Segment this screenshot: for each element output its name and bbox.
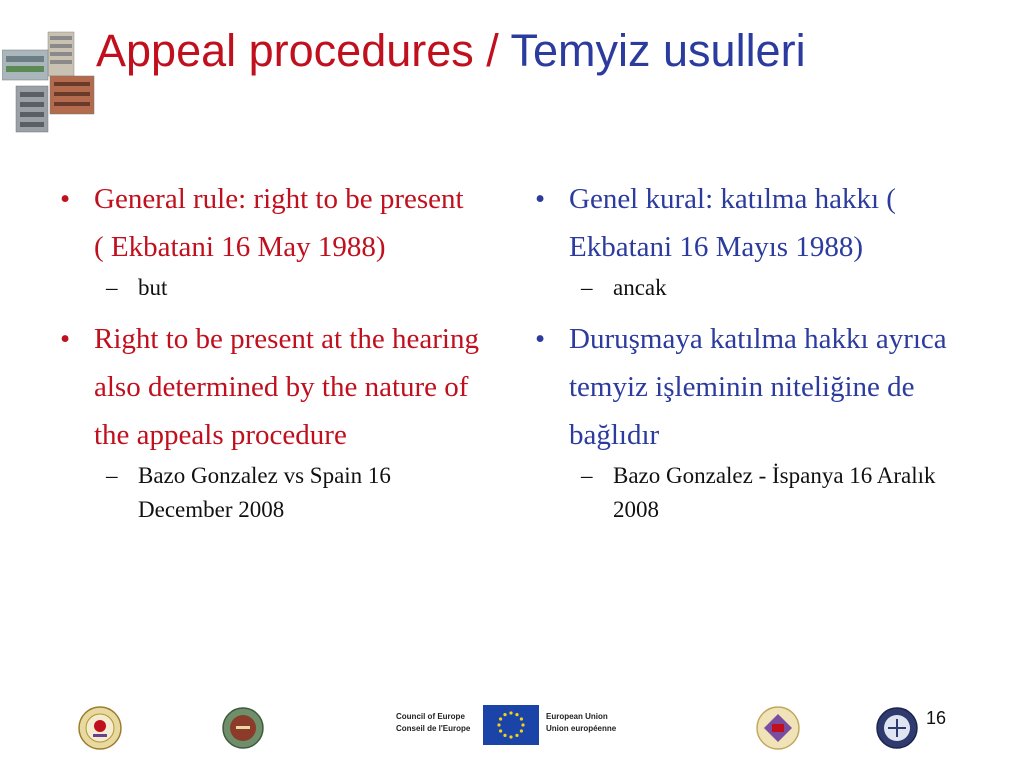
coe-eu-logo xyxy=(396,705,632,749)
title-english: Appeal procedures xyxy=(96,25,474,76)
title-turkish: Temyiz usulleri xyxy=(510,25,806,76)
slide-title xyxy=(96,22,806,80)
building-collage-icon xyxy=(2,30,98,134)
left-bullet-right-present: • Right to be present at the hearing also determined by the nature of the appeals procedure xyxy=(60,315,480,459)
seal-icon xyxy=(78,706,122,750)
right-bullet-general-rule: • Genel kural: katılma hakkı ( Ekbatani 16 Mayıs 1988) xyxy=(535,175,955,271)
eu-label-fr: Union européenne xyxy=(546,724,617,733)
left-sub-case: – Bazo Gonzalez vs Spain 16 December 2008 xyxy=(60,459,480,527)
coe-label-en: Council of Europe xyxy=(396,712,465,721)
eu-flag-icon xyxy=(483,705,539,745)
title-separator: / xyxy=(486,25,499,76)
seal-icon xyxy=(756,706,800,750)
right-sub-case: – Bazo Gonzalez - İspanya 16 Aralık 2008 xyxy=(535,459,955,527)
right-sub-ancak: – ancak xyxy=(535,271,955,305)
right-column xyxy=(535,175,955,537)
page-number: 16 xyxy=(925,708,946,728)
eu-label-en: European Union xyxy=(546,712,608,721)
coe-label-fr: Conseil de l'Europe xyxy=(396,724,471,733)
seal-icon xyxy=(876,706,918,750)
right-bullet-right-present: • Duruşmaya katılma hakkı ayrıca temyiz işleminin niteliğine de bağlıdır xyxy=(535,315,955,459)
left-column xyxy=(60,175,480,537)
seal-icon xyxy=(222,706,264,750)
left-sub-but: – but xyxy=(60,271,480,305)
left-bullet-general-rule: • General rule: right to be present ( Ekbatani 16 May 1988) xyxy=(60,175,480,271)
